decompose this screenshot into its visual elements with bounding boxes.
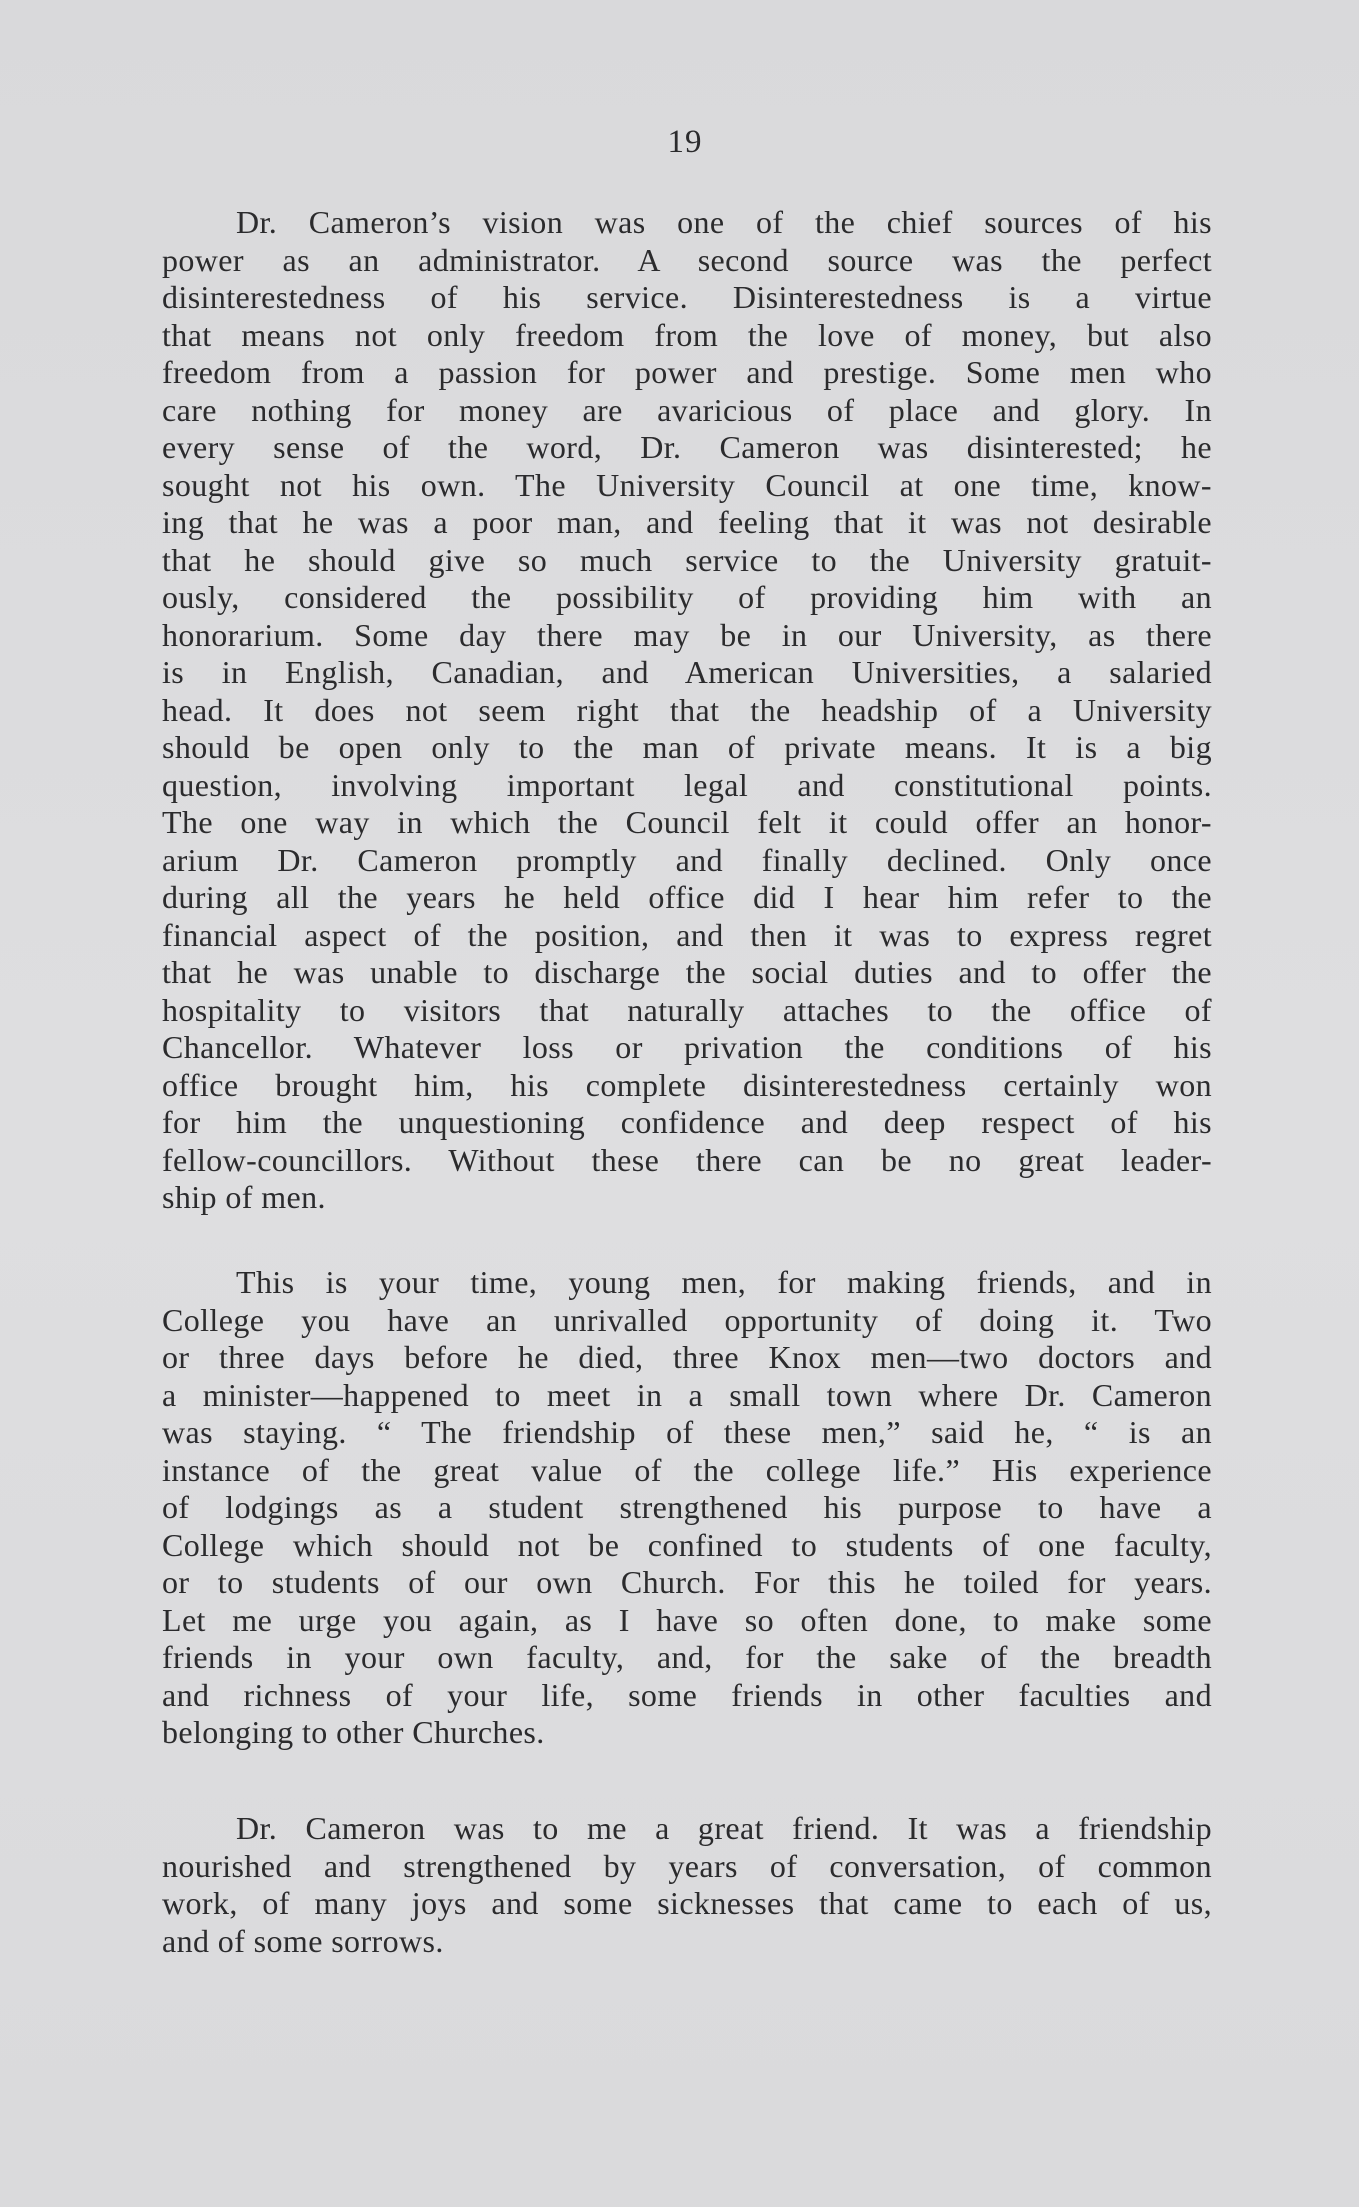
text-line: power as an administrator. A second source was the perfect [162, 241, 1212, 278]
text-line: Let me urge you again, as I have so often done, to make some [162, 1601, 1212, 1638]
text-line: financial aspect of the position, and then it was to express regret [162, 916, 1212, 953]
text-line: is in English, Canadian, and American Universities, a salaried [162, 654, 1212, 690]
text-line: nourished and strengthened by years of conversation, of common [162, 1847, 1212, 1884]
text-line: care nothing for money are avaricious of place and glory. In [162, 391, 1212, 428]
text-line: College which should not be confined to students of one faculty, [162, 1526, 1212, 1563]
text-line: fellow-councillors. Without these there can be no great leader- [162, 1141, 1212, 1178]
text-line: belonging to other Churches. [162, 1714, 545, 1750]
paragraph-making-friends [162, 1264, 1212, 1752]
text-line: friends in your own faculty, and, for the sake of the breadth [162, 1639, 1212, 1675]
text-line: instance of the great value of the college life.” His experience [162, 1451, 1212, 1488]
text-line: disinterestedness of his service. Disinterestedness is a virtue [162, 279, 1212, 315]
paragraph-great-friend [162, 1810, 1212, 1960]
text-line: every sense of the word, Dr. Cameron was disinterested; he [162, 429, 1212, 465]
text-line: office brought him, his complete disinterestedness certainly won [162, 1066, 1212, 1103]
text-line: Chancellor. Whatever loss or privation the conditions of his [162, 1029, 1212, 1065]
text-line: arium Dr. Cameron promptly and finally declined. Only once [162, 841, 1212, 878]
text-line: was staying. “ The friendship of these men,” said he, “ is an [162, 1414, 1212, 1450]
page-number: 19 [667, 124, 703, 160]
text-line: College you have an unrivalled opportunity of doing it. Two [162, 1301, 1212, 1338]
text-line: of lodgings as a student strengthened his purpose to have a [162, 1489, 1212, 1525]
text-line: a minister—happened to meet in a small town where Dr. Cameron [162, 1376, 1212, 1413]
text-line: hospitality to visitors that naturally attaches to the office of [162, 991, 1212, 1028]
text-line: ously, considered the possibility of providing him with an [162, 579, 1212, 615]
text-line: should be open only to the man of private means. It is a big [162, 729, 1212, 765]
text-line: Dr. Cameron was to me a great friend. It was a friendship [236, 1810, 1212, 1846]
text-line: or to students of our own Church. For this he toiled for years. [162, 1564, 1212, 1600]
text-line: freedom from a passion for power and prestige. Some men who [162, 354, 1212, 390]
text-line: question, involving important legal and constitutional points. [162, 766, 1212, 803]
text-line: that he was unable to discharge the social duties and to offer the [162, 954, 1212, 990]
text-line: sought not his own. The University Council at one time, know- [162, 466, 1212, 503]
text-line: This is your time, young men, for making friends, and in [236, 1264, 1212, 1300]
text-line: head. It does not seem right that the headship of a University [162, 691, 1212, 728]
text-line: that means not only freedom from the love of money, but also [162, 316, 1212, 353]
text-line: honorarium. Some day there may be in our University, as there [162, 616, 1212, 653]
text-line: that he should give so much service to the University gratuit- [162, 541, 1212, 578]
text-line: during all the years he held office did I hear him refer to the [162, 879, 1212, 915]
text-line: for him the unquestioning confidence and deep respect of his [162, 1104, 1212, 1140]
text-line: work, of many joys and some sicknesses that came to each of us, [162, 1885, 1212, 1921]
text-line: and of some sorrows. [162, 1922, 444, 1959]
paragraph-disinterestedness [162, 204, 1212, 1217]
text-line: or three days before he died, three Knox men—two doctors and [162, 1339, 1212, 1375]
text-line: The one way in which the Council felt it could offer an honor- [162, 804, 1212, 840]
text-line: Dr. Cameron’s vision was one of the chief sources of his [236, 204, 1212, 240]
text-line: ing that he was a poor man, and feeling that it was not desirable [162, 504, 1212, 540]
text-line: ship of men. [162, 1179, 326, 1215]
text-line: and richness of your life, some friends in other faculties and [162, 1676, 1212, 1713]
